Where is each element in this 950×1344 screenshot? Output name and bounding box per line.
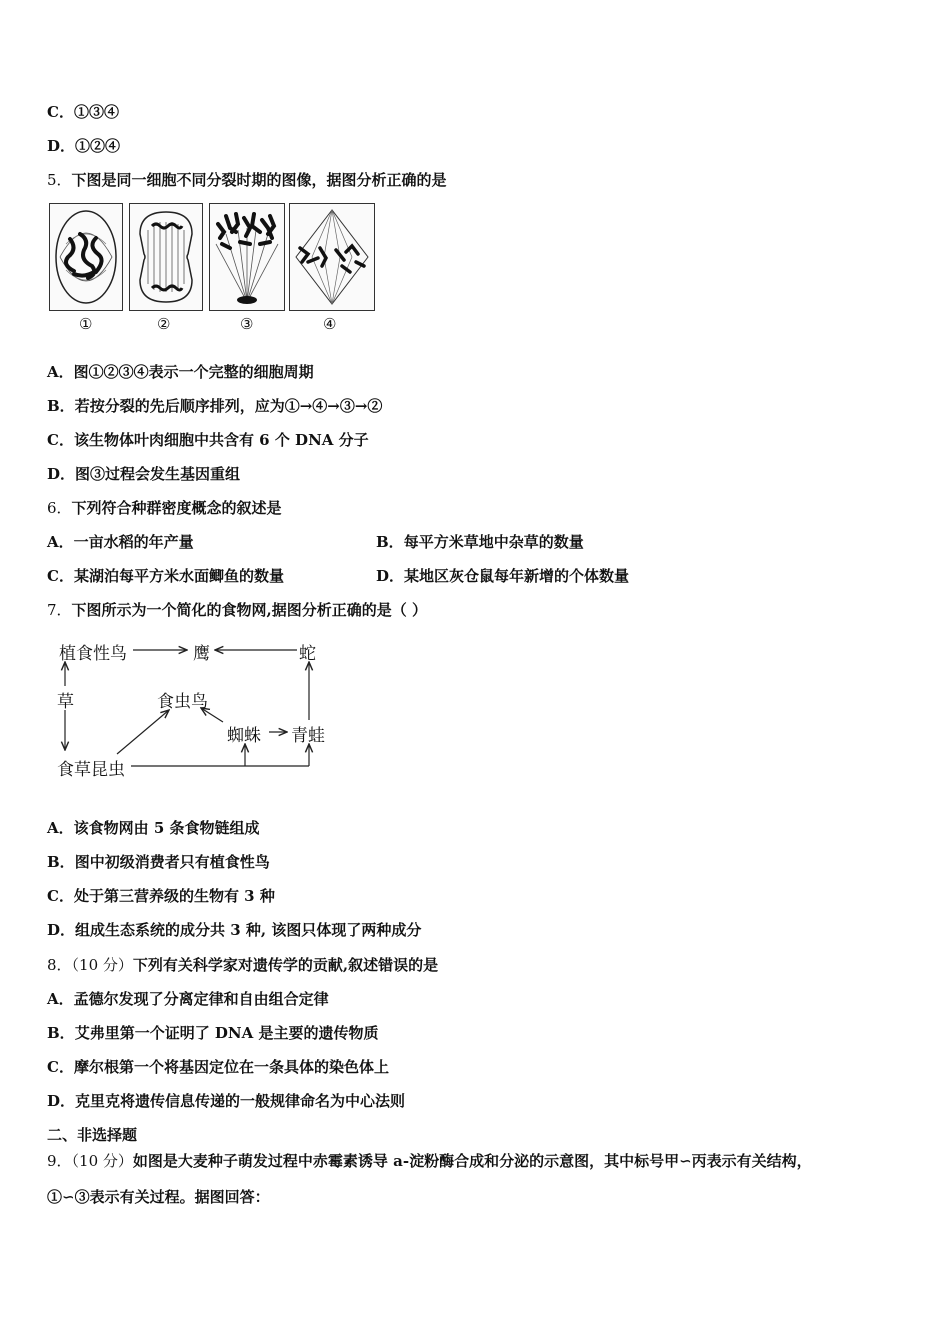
q6-stem: 6．下列符合种群密度概念的叙述是: [47, 499, 282, 517]
cell-label-1: ①: [79, 315, 93, 333]
q7-stem: 7．下图所示为一个简化的食物网,据图分析正确的是（ ）: [47, 601, 427, 619]
cell-image-3: [209, 203, 285, 311]
q8-stem: 8．（10 分）下列有关科学家对遗传学的贡献,叙述错误的是: [47, 956, 439, 974]
node-frog: 青蛙: [291, 726, 325, 746]
node-grass: 草: [57, 692, 74, 712]
prev-option-c: C．①③④: [47, 103, 119, 121]
node-insectivorous-bird: 食虫鸟: [157, 692, 208, 712]
node-snake: 蛇: [299, 644, 316, 664]
q5-option-a: A．图①②③④表示一个完整的细胞周期: [47, 363, 314, 381]
section-heading: 二、非选择题: [47, 1126, 138, 1144]
q5-option-d: D．图③过程会发生基因重组: [47, 465, 241, 483]
cell-label-4: ④: [323, 315, 337, 333]
node-herbivorous-insect: 食草昆虫: [57, 760, 125, 780]
cell-image-2: [129, 203, 203, 311]
q7-option-d: D．组成生态系统的成分共 3 种, 该图只体现了两种成分: [47, 921, 422, 939]
q9-stem-line1: 9．（10 分）如图是大麦种子萌发过程中赤霉素诱导 a-淀粉酶合成和分泌的示意图，其中标号甲∽丙表示有关结构，: [47, 1152, 812, 1170]
q6-option-a: A．一亩水稻的年产量: [47, 533, 194, 551]
prev-option-d: D．①②④: [47, 137, 121, 155]
q6-option-c: C．某湖泊每平方米水面鲫鱼的数量: [47, 567, 284, 585]
q6-option-b: B．每平方米草地中杂草的数量: [376, 533, 584, 551]
q8-option-d: D．克里克将遗传信息传递的一般规律命名为中心法则: [47, 1092, 406, 1110]
node-herbivorous-bird: 植食性鸟: [59, 644, 127, 664]
cell-division-figure: [47, 203, 377, 335]
q7-option-a: A．该食物网由 5 条食物链组成: [47, 819, 260, 837]
food-web-diagram: [47, 636, 337, 786]
node-eagle: 鹰: [193, 644, 210, 664]
node-spider: 蜘蛛: [227, 726, 261, 746]
q5-option-c: C．该生物体叶肉细胞中共含有 6 个 DNA 分子: [47, 431, 369, 449]
q5-option-b: B．若按分裂的先后顺序排列，应为①→④→③→②: [47, 397, 383, 415]
q8-option-c: C．摩尔根第一个将基因定位在一条具体的染色体上: [47, 1058, 389, 1076]
q8-option-a: A．孟德尔发现了分离定律和自由组合定律: [47, 990, 329, 1008]
q7-option-c: C．处于第三营养级的生物有 3 种: [47, 887, 275, 905]
q5-stem: 5．下图是同一细胞不同分裂时期的图像，据图分析正确的是: [47, 171, 447, 189]
q9-stem-line2: ①∽③表示有关过程。据图回答：: [47, 1188, 270, 1206]
cell-label-2: ②: [157, 315, 171, 333]
cell-image-1: [49, 203, 123, 311]
cell-image-4: [289, 203, 375, 311]
q7-option-b: B．图中初级消费者只有植食性鸟: [47, 853, 270, 871]
q8-option-b: B．艾弗里第一个证明了 DNA 是主要的遗传物质: [47, 1024, 379, 1042]
q6-option-d: D．某地区灰仓鼠每年新增的个体数量: [376, 567, 630, 585]
cell-label-3: ③: [240, 315, 254, 333]
